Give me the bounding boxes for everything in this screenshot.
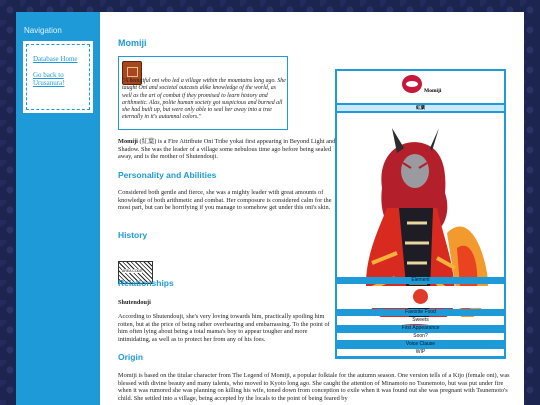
nav-link-database-home[interactable]: Database Home [33, 55, 78, 63]
infobox-voice-clause-label: Voice Clause [337, 341, 504, 348]
relationship-name: Shutendouji [118, 299, 151, 306]
intro-text: is a Fire Attribute Oni Tribe yokai first appearing in Beyond Light and Shadow. She was the leader of a village some nebulous time ago before being sealed away, and is the mother of Shutendouji. [118, 138, 336, 161]
quote-text: "A beautiful oni who led a village within the mountains long ago. She taught Oni and societal outcasts alike knowledge of the world, as well as the art of combat if they promised to learn history and arithmetic. Alas, polite human society got suspicious and burned all she had built up, but were only able to seal her away into a tree eternally in it's autumnal colors." [122, 78, 286, 121]
personality-heading: Personality and Abilities [118, 170, 217, 180]
infobox-favorite-food-value: Sweets [337, 317, 504, 324]
page-title: Momiji [118, 38, 147, 48]
infobox-name: Momiji [424, 88, 442, 94]
intro-paragraph [118, 138, 336, 161]
origin-heading: Origin [118, 352, 144, 362]
infobox-first-appearance-label: First Appearance [337, 325, 504, 332]
sidebar [16, 12, 100, 405]
intro-name: Momiji [118, 138, 138, 145]
infobox [335, 69, 506, 359]
relationship-text: According to Shutendouji, she's very loving towards him, practically spoiling him rotten, but at the price of being rather overbearing and embarrassing. To the point of him often lying about being a total mama's boy to appear tougher and more intimidating, as well as to protect her from any of his foes. [118, 313, 330, 343]
origin-text: Momiji is based on the titular character from The Legend of Momiji, a popular folktale for the autumn season. One version tells of a Kijo (female oni), was blessed with divine beauty and many talents, who moved to Kyoto long ago. She caught the attention of Minamoto no Tsunemoto, but was put under fire when it was rumored she was planning on killing his wife, toned down from conception to exile when it was found out she was pregnant with Tsunemoto's child. She settled into a village, being accepted by the locals to the point of being feared by [118, 372, 510, 402]
quote-box [118, 56, 288, 130]
personality-text: Considered both gentle and fierce, she was a mighty leader with great amounts of knowledge of both arithmetic and combat. Her composure is considered calm for the most part, but can be horrifying if you manage to somehow get under this oni's skin. [118, 189, 332, 212]
page-container [16, 12, 524, 405]
nav-box [26, 44, 90, 110]
history-heading: History [118, 230, 148, 240]
fire-element-icon [413, 289, 428, 304]
infobox-first-appearance-value: Soon? [337, 333, 504, 340]
nav-title: Navigation [24, 26, 62, 35]
infobox-header [337, 71, 504, 103]
infobox-element-value [337, 286, 504, 308]
oni-tribe-emblem-icon [402, 75, 422, 93]
infobox-element-label: Element [337, 277, 504, 284]
intro-kanji: (紅葉) [139, 138, 157, 145]
infobox-kanji: 紅葉 [337, 105, 504, 111]
relationships-heading: Relationships [118, 278, 174, 288]
nav-link-go-back[interactable]: Go back to Urusanura! [33, 71, 65, 87]
history-image-label: AREA CODE [122, 269, 143, 273]
infobox-voice-clause-value: WIP [337, 349, 504, 356]
infobox-favorite-food-label: Favorite Food [337, 309, 504, 316]
